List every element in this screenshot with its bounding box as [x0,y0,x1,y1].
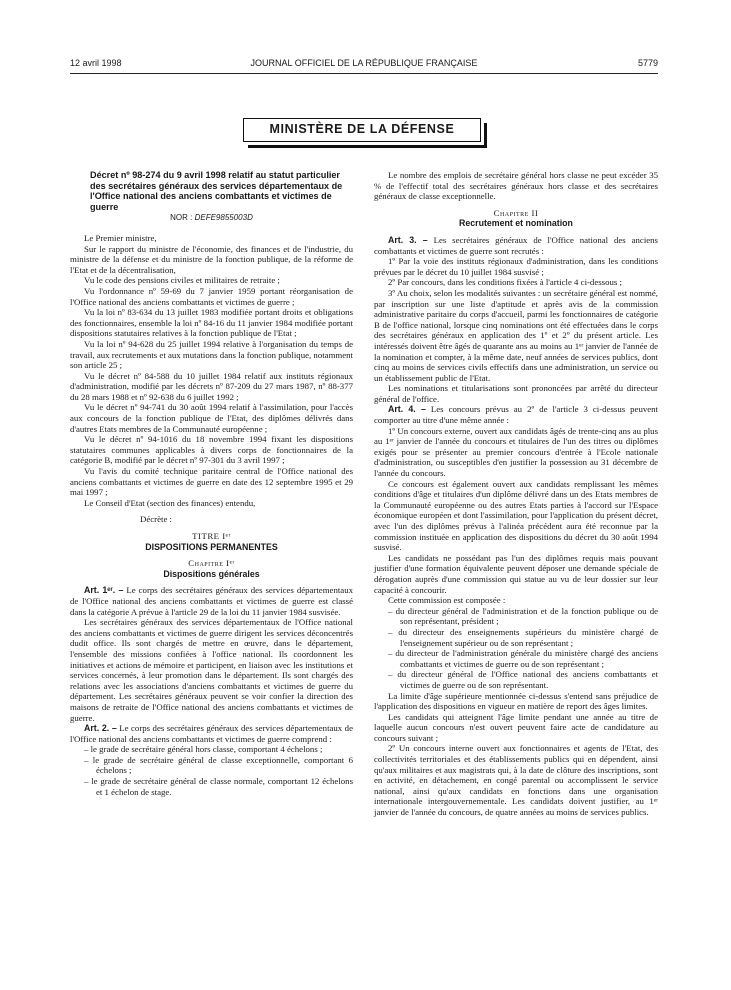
list-item: – du directeur général de l'Office national des anciens combattants et victimes de guerre ou de son représentant. [388,669,658,690]
visa-paragraph: Vu l'avis du comité technique paritaire central de l'Office national des anciens combattants et victimes de guerre en date des 12 septembre 1995 et 29 mai 1997 ; [70,466,353,498]
list-item: – du directeur de l'administration générale du ministère chargé des anciens combattants et victimes de guerre ou de son représentant ; [388,648,658,669]
article-2: Art. 2. – Le corps des secrétaires généraux des services départementaux de l'Office national des anciens combattants et victimes de guerre comprend : [70,723,353,744]
nor-reference: NOR : DEFE9855003D [170,213,253,223]
article-paragraph: Le nombre des emplois de secrétaire général hors classe ne peut excéder 35 % de l'effectif total des secrétaires généraux hors classe et des secrétaires généraux de classe exceptionnelle. [374,170,658,202]
journal-title: JOURNAL OFFICIEL DE LA RÉPUBLIQUE FRANÇAISE [250,58,478,68]
chapitre-name: Dispositions générales [163,568,260,579]
right-column [374,170,658,818]
visa-paragraph: Vu la loi nº 94-628 du 25 juillet 1994 relative à l'organisation du temps de travail, aux recrutements et aux mutations dans la fonction publique, notamment son article 25 ; [70,338,353,371]
article-paragraph: Les candidats qui atteignent l'âge limite pendant une année au titre de laquelle aucun concours n'est ouvert peuvent faire acte de candidature au concours suivant ; [374,711,658,743]
preamble-paragraph: Sur le rapport du ministre de l'économie, des finances et de l'industrie, du ministre de la défense et du ministre de la fonction publique, de la réforme de l'Etat et de la décentralisation, [70,243,353,275]
decree-title: Décret nº 98-274 du 9 avril 1998 relatif au statut particulier des secrétaires généraux des services départementaux de l'Office national des anciens combattants et victimes de guerre [90,170,343,212]
list-item: – le grade de secrétaire général de classe normale, comportant 12 échelons et 1 échelon de stage. [84,776,353,797]
visa-paragraph: Vu le décret nº 94-1016 du 18 novembre 1994 fixant les dispositions statutaires communes applicables à divers corps de fonctionnaires de la catégorie B, modifié par le décret nº 97-301 du 3 avril 1997 ; [70,434,353,466]
list-item: – du directeur des enseignements supérieurs du ministère chargé de l'enseignement supérieur ou de son représentant ; [388,626,658,648]
visa-paragraph: Le Conseil d'Etat (section des finances) entendu, [84,497,256,508]
titre-name: DISPOSITIONS PERMANENTES [145,541,278,552]
page-number: 5779 [637,58,658,68]
list-item: – le grade de secrétaire général hors classe, comportant 4 échelons ; [84,744,323,755]
visa-paragraph: Vu le code des pensions civiles et militaires de retraite ; [84,275,280,286]
visa-paragraph: Vu le décret nº 94-741 du 30 août 1994 relatif à l'assimilation, pour l'accès aux concours de la fonction publique de l'Etat, des diplômes délivrés dans d'autres Etats membres de la Communauté européenne ; [70,402,353,434]
visa-paragraph: Vu l'ordonnance nº 59-69 du 7 janvier 1959 portant réorganisation de l'Office national des anciens combattants et victimes de guerre ; [70,285,353,307]
issue-date: 12 avril 1998 [70,58,122,68]
list-item: – le grade de secrétaire général de classe exceptionnelle, comportant 6 échelons ; [84,754,353,776]
ministry-box [243,118,481,142]
chapitre-heading: Chapitre Iᵉʳ [188,558,235,569]
article-paragraph: Les nominations et titularisations sont prononcées par arrêté du directeur général de l'office. [374,383,658,404]
decrete-line: Décrète : [140,514,172,525]
article-paragraph: Les secrétaires généraux des services départementaux de l'Office national des anciens combattants et victimes de guerre dirigent les services déconcentrés dudit office. Ils sont chargés de mettre en œuvre, dans le département, l'ensemble des missions confiées à l'office national. Ils coordonnent les initiatives et actions de mémoire et participent, en liaison avec les institutions et services concernés, à leur promotion dans le département. Ils sont chargés des relations avec les associations d'anciens combattants et victimes de guerre du département. Les secrétaires généraux peuvent se voir confier la direction des maisons de retraite de l'Office national des anciens combattants et victimes de guerre. [70,617,353,723]
page-header [70,58,658,72]
ministry-title: MINISTÈRE DE LA DÉFENSE [269,122,455,136]
visa-paragraph: Vu la loi nº 83-634 du 13 juillet 1983 modifiée portant droits et obligations des fonctionnaires, ensemble la loi nº 84-16 du 11 janvier 1984 modifiée portant dispositions statutaires relatives à la fonction publique de l'Etat ; [70,307,353,339]
article-4: Art. 4. – Les concours prévus au 2º de l'article 3 ci-dessus peuvent comporter au titre d'une même année : [374,404,658,426]
article-1-label: Art. 1ᵉʳ. – [84,585,124,596]
article-4-label: Art. 4. – [388,404,426,415]
article-paragraph: 1º Un concours externe, ouvert aux candidats âgés de trente-cinq ans au plus au 1ᵉʳ janvier de l'année du concours et titulaires de l'un des titres ou diplômes exigés pour se présenter au premier concours d'entrée à l'Ecole nationale d'administration, ou susceptibles d'en justifier la possession au 31 décembre de l'année du concours. [374,425,658,479]
article-paragraph: 3º Au choix, selon les modalités suivantes : un secrétaire général est nommé, par inscription sur une liste d'aptitude et après avis de la commission administrative paritaire du corps d'accueil, parmi les fonctionnaires de catégorie B de l'office national, lorsque cinq nominations ont été effectuées dans le corps des secrétaires généraux en application des 1º et 2º du présent article. Les intéressés doivent être âgés de quarante ans au moins au 1ᵉʳ janvier de l'année de la nomination et compter, à la même date, neuf années de services publics, dont cinq au moins de services civils effectifs dans une administration, un service ou un établissement public de l'Etat. [374,287,658,383]
visa-paragraph: Vu le décret nº 84-588 du 10 juillet 1984 relatif aux instituts régionaux d'administration, modifié par les décrets nº 87-209 du 27 mars 1987, nº 88-377 du 28 mars 1988 et nº 92-638 du 6 juillet 1992 ; [70,370,353,402]
titre-heading: TITRE Iᵉʳ [192,531,231,541]
article-paragraph: Ce concours est également ouvert aux candidats remplissant les mêmes conditions d'âge et titulaires d'un diplôme délivré dans un des Etats membres de la Communauté européenne ou des autres Etats parties à l'accord sur l'Espace économique européen et dont l'assimilation, pour l'application du présent décret, avec l'un des diplômes prévus à l'alinéa précédent aura été reconnue par la commission instituée en application des dispositions du décret du 30 août 1994 susvisé. [374,478,658,553]
article-paragraph: Les candidats ne possédant pas l'un des diplômes requis mais pouvant justifier d'une formation équivalente peuvent déposer une demande spéciale de dérogation auprès d'une commission qui statue au vu de leur dossier sur leur capacité à concourir. [374,552,658,595]
preamble-paragraph: Le Premier ministre, [84,232,157,243]
header-rule [70,73,658,74]
list-item: – du directeur général de l'administration et de la fonction publique ou de son représentant, président ; [388,605,658,627]
chapitre-heading: Chapitre II [493,207,539,218]
article-paragraph: 2º Par concours, dans les conditions fixées à l'article 4 ci-dessous ; [388,277,622,288]
article-paragraph: La limite d'âge supérieure mentionnée ci-dessus s'entend sans préjudice de l'application des dispositions en vigueur en matière de report des âges limites. [374,690,658,712]
article-1: Art. 1ᵉʳ. – Le corps des secrétaires généraux des services départementaux de l'Office national des anciens combattants et victimes de guerre est classé dans la catégorie A prévue à l'article 29 de la loi du 11 janvier 1984 susvisée. [70,585,353,617]
article-3: Art. 3. – Les secrétaires généraux de l'Office national des anciens combattants et victimes de guerre sont recrutés : [374,234,658,256]
article-paragraph: 1º Par la voie des instituts régionaux d'administration, dans les conditions prévues par le décret du 10 juillet 1984 susvisé ; [374,256,658,277]
article-3-label: Art. 3. – [388,234,428,245]
article-paragraph: 2º Un concours interne ouvert aux fonctionnaires et agents de l'Etat, des collectivités territoriales et des établissements publics qui en dépendent, ainsi qu'aux militaires et aux magistrats qui, à la date de clôture des inscriptions, sont en activité, en détachement, en congé parental ou accomplissent le service national, ainsi qu'aux candidats en fonctions dans une organisation internationale intergouvernementale. Les candidats doivent justifier, au 1ᵉʳ janvier de l'année du concours, de quatre années au moins de services publics. [374,743,658,818]
left-column [70,170,353,797]
article-2-label: Art. 2. – [84,723,117,734]
chapitre-name: Recrutement et nomination [459,218,573,229]
nor-code: DEFE9855003D [194,213,253,223]
article-paragraph: Cette commission est composée : [388,595,506,606]
